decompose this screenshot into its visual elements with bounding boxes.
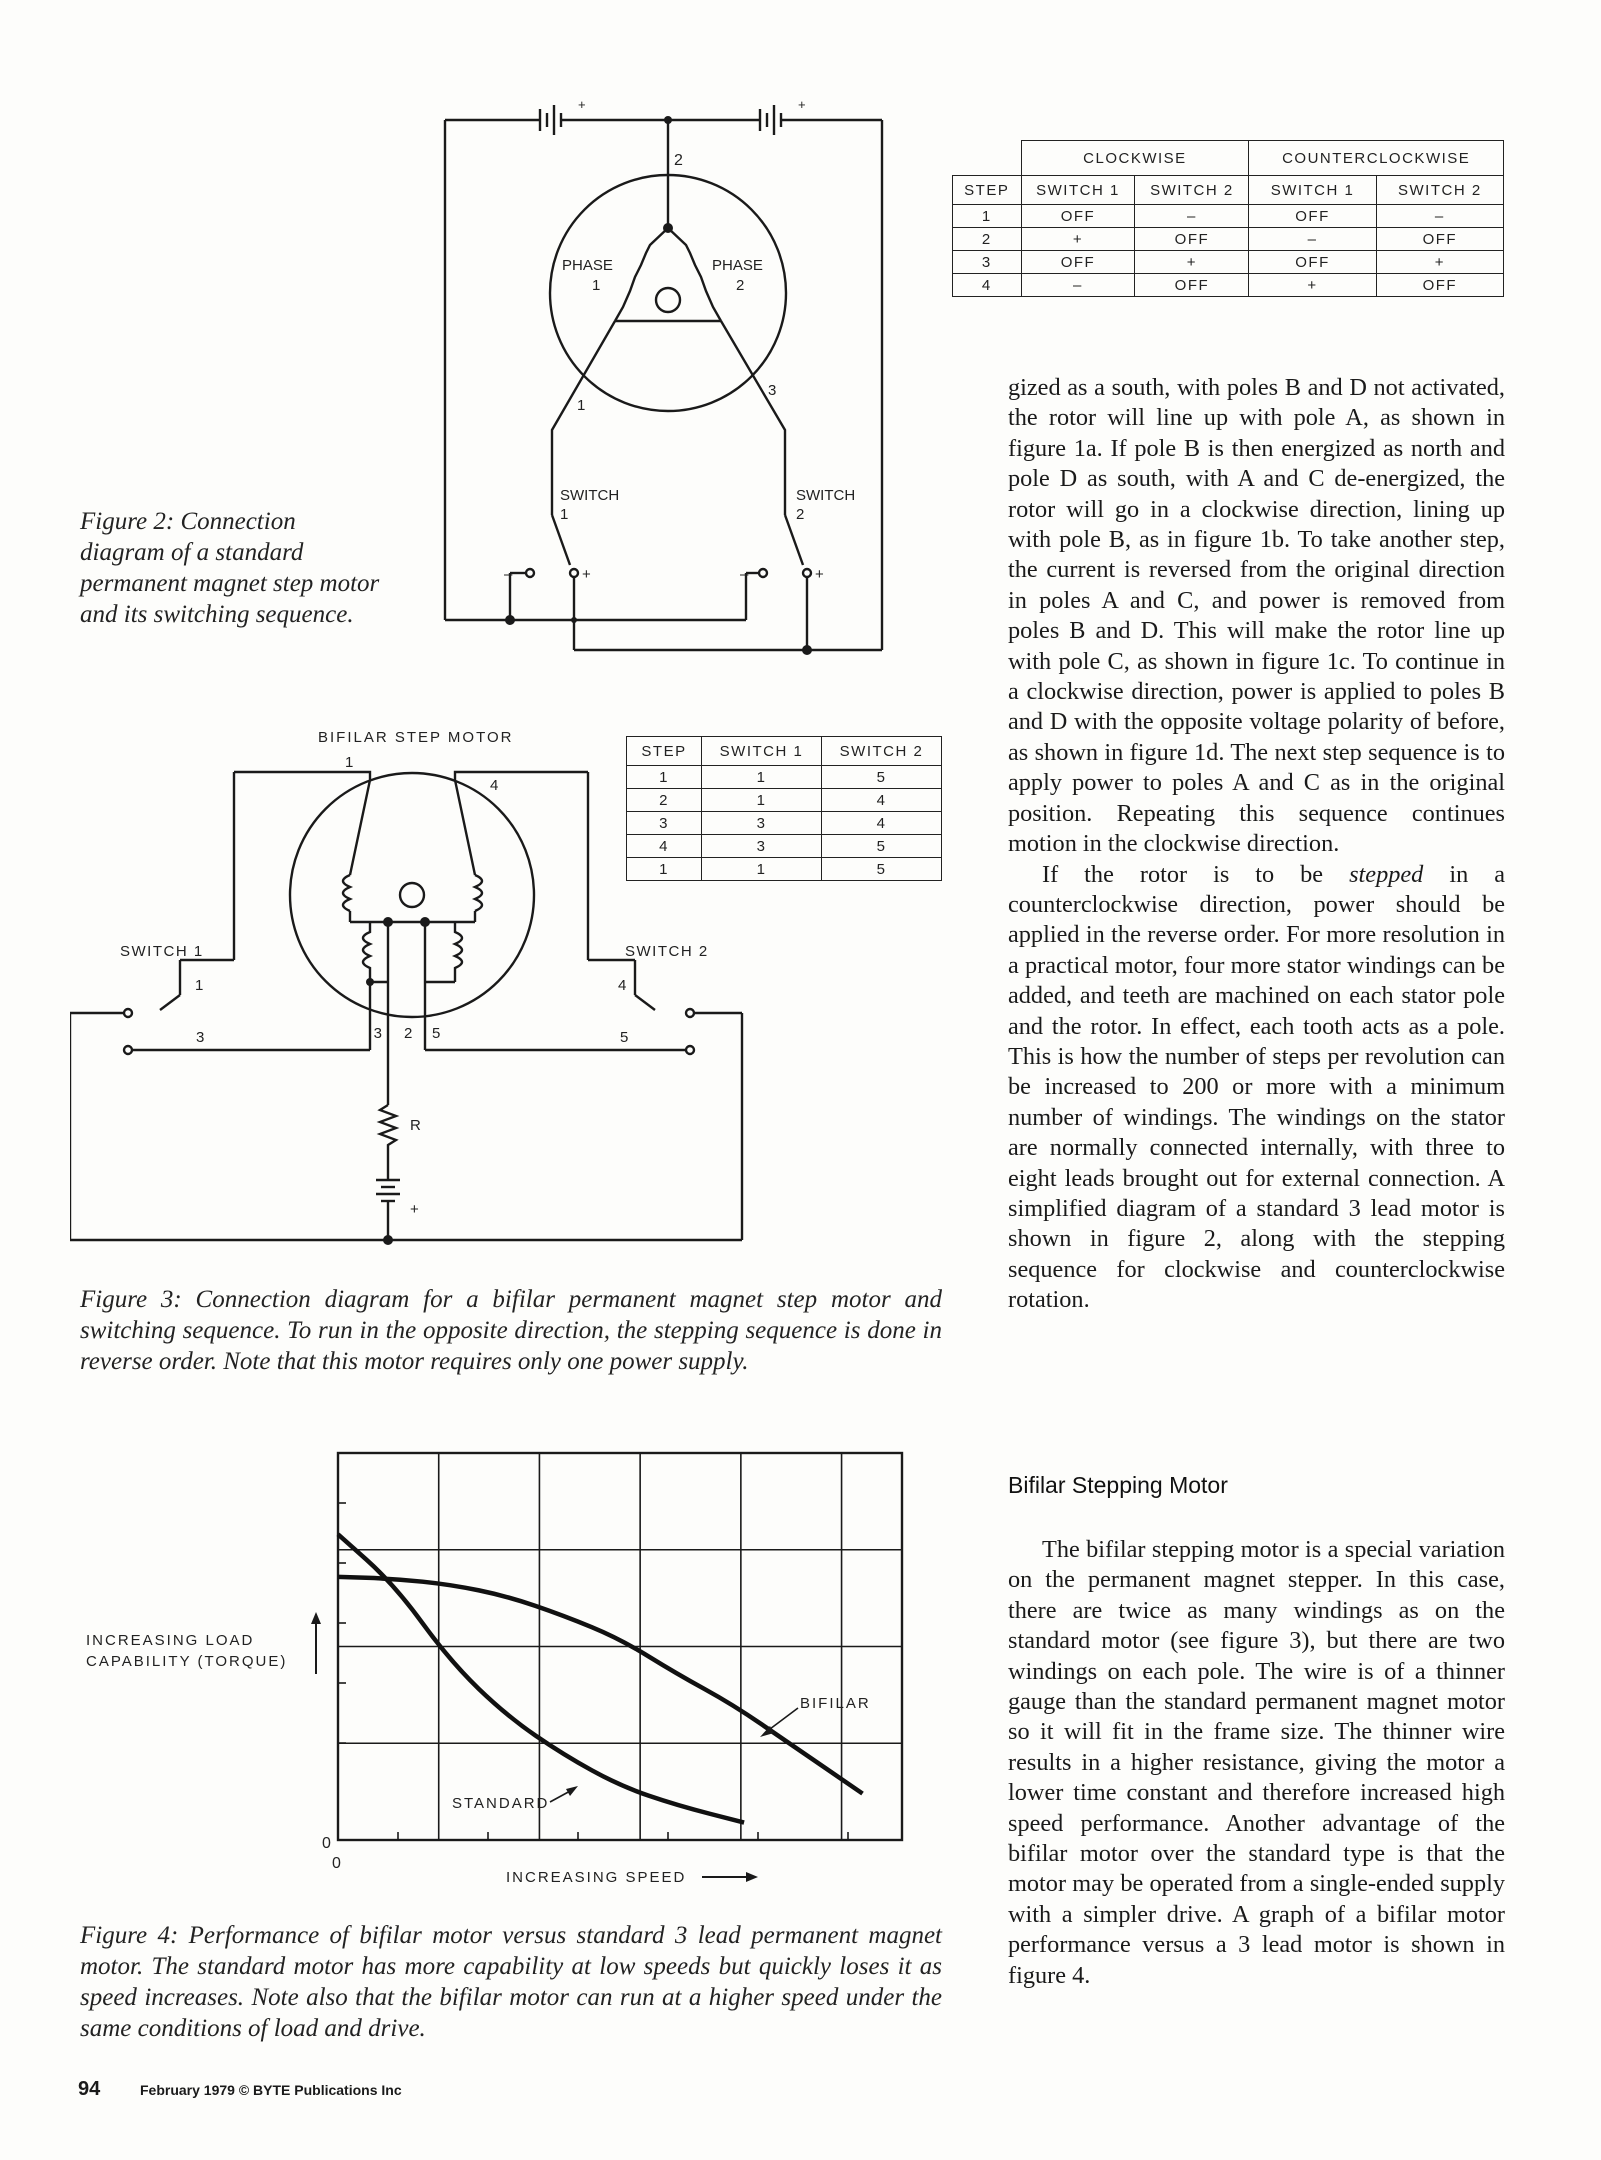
fig2-switch-1-num: 1 [560,506,569,523]
table-cell: + [1376,251,1503,274]
fig3-tap-2: 2 [404,1025,413,1042]
figure-2-diagram [430,95,900,675]
fig2-sw2-plus: + [815,566,824,583]
table-cell: 4 [822,812,942,835]
fig2-sw1-minus: – [504,566,513,583]
table-cell: 5 [822,766,942,789]
fig3-resistor-label: R [410,1117,421,1134]
table-cell: OFF [1249,251,1376,274]
table-cell: 3 [702,835,822,858]
body-text-column [1008,373,1505,1316]
fig3-sw2-pos4: 4 [618,977,627,994]
table-row [627,789,942,812]
fig4-label-bifilar: BIFILAR [800,1695,871,1712]
fig2-switch-2-num: 2 [796,506,805,523]
figure-3-caption: Figure 3: Connection diagram for a bifilar permanent magnet step motor and switching sequence. To run in the opposite direction, the stepping sequence is done in reverse order. Note that this motor requires only one power supply. [80,1286,942,1375]
body-text-column-2 [1008,1535,1505,1991]
table-cell: 5 [822,858,942,881]
table-cell: 1 [702,789,822,812]
table-group-header: CLOCKWISE [1021,141,1249,176]
table-row [627,812,942,835]
table-row [953,251,1504,274]
table-row [953,176,1504,205]
fig4-ylabel-line2: CAPABILITY (TORQUE) [86,1653,288,1670]
table-cell: 1 [702,858,822,881]
table-row [627,858,942,881]
table-cell: – [1021,274,1135,297]
fig2-phase-2: PHASE [712,257,763,274]
table-row [953,228,1504,251]
table-cell: OFF [1249,205,1376,228]
table-cell: 3 [953,251,1022,274]
table-row [953,205,1504,228]
fig4-ylabel-line1: INCREASING LOAD [86,1632,255,1649]
table-cell: 1 [627,766,702,789]
table-cell: 2 [953,228,1022,251]
table-row [627,835,942,858]
table-cell: 3 [627,812,702,835]
table-fig3-sequence [626,736,942,881]
table-header: SWITCH 1 [1021,176,1135,205]
table-cell: + [1021,228,1135,251]
table-row [627,766,942,789]
fig3-battery-plus: + [410,1201,419,1218]
fig4-origin-y: 0 [322,1835,331,1852]
table-cell: 4 [822,789,942,812]
fig3-switch-2-label: SWITCH 2 [625,943,709,960]
table-row [953,141,1504,176]
fig4-xlabel: INCREASING SPEED [506,1869,687,1886]
section-heading: Bifilar Stepping Motor [1008,1472,1228,1498]
table-cell: 1 [702,766,822,789]
table-group-header: COUNTERCLOCKWISE [1249,141,1504,176]
table-cell: OFF [1135,274,1249,297]
table-cell: 2 [627,789,702,812]
fig4-label-standard: STANDARD [452,1795,550,1812]
fig2-phase-1: PHASE [562,257,613,274]
footer-credit: February 1979 © BYTE Publications Inc [140,2082,402,2098]
fig3-switch-1-label: SWITCH 1 [120,943,204,960]
fig2-phase-1-num: 1 [592,277,601,294]
fig3-lead-1: 1 [345,754,354,771]
table-cell: OFF [1376,274,1503,297]
table-cell: 4 [627,835,702,858]
fig2-sw1-plus: + [582,566,591,583]
table-cell: 1 [953,205,1022,228]
fig2-phase-2-num: 2 [736,277,745,294]
table-header: SWITCH 2 [822,737,942,766]
fig3-sw2-pos5: 5 [620,1029,629,1046]
figure-2-caption: Figure 2: Connection diagram of a standard permanent magnet step motor and its switching sequence. [80,508,380,628]
fig2-lead-2: 2 [674,152,683,169]
table-header: SWITCH 1 [702,737,822,766]
table-row [627,737,942,766]
page-number: 94 [78,2078,101,2100]
table-cell: OFF [1135,228,1249,251]
fig2-lead-3: 3 [768,382,777,399]
table-cell: OFF [1021,251,1135,274]
svg-text:+: + [798,97,806,112]
table-header: SWITCH 2 [1135,176,1249,205]
fig4-origin-x: 0 [332,1855,341,1872]
table-header: STEP [627,737,702,766]
figure-4-chart [60,1440,960,1910]
table-cell: OFF [1021,205,1135,228]
fig3-tap-5: 5 [432,1025,441,1042]
body-paragraph-1: gized as a south, with poles B and D not activated, the rotor will line up with pole A, as shown in figure 1a. If pole B is then energized as north and pole D as south, with A and C de-energized, the rotor will go in a clockwise direction, lining up with pole B, as in figure 1b. To take another step, the current is reversed from the original direction in poles A and C, and power is removed from poles B and D. This will make the rotor line up with pole C, as shown in figure 1c. To continue in a clockwise direction, power is applied to poles B and D with the opposite voltage polarity of before, as shown in figure 1d. The next step sequence is to apply power to poles A and C as in the original position. Repeating this sequence continues motion in the clockwise direction. [1008,374,1505,858]
fig2-sw2-minus: – [740,566,749,583]
table-cell: 5 [822,835,942,858]
fig2-lead-1: 1 [577,397,586,414]
table-cell: 1 [627,858,702,881]
table-header: STEP [953,176,1022,205]
fig3-sw1-pos1: 1 [195,977,204,994]
table-cell: 3 [702,812,822,835]
table-cell: + [1249,274,1376,297]
table-row [953,274,1504,297]
table-header: SWITCH 1 [1249,176,1376,205]
fig2-switch-1-label: SWITCH [560,487,620,504]
table-cell: – [1135,205,1249,228]
fig3-title: BIFILAR STEP MOTOR [318,729,514,746]
table-fig2-sequence [952,140,1504,297]
fig2-switch-2-label: SWITCH [796,487,856,504]
fig3-sw1-pos3: 3 [196,1029,205,1046]
table-cell: + [1135,251,1249,274]
table-cell: – [1376,205,1503,228]
body-paragraph-3: The bifilar stepping motor is a special variation on the permanent magnet stepper. In this case, there are twice as many windings as on the standard motor (see figure 3), but there are two windings on each pole. The wire is of a thinner gauge than the standard permanent magnet motor so it will fit in the frame size. The thinner wire results in a higher resistance, giving the motor a lower time constant and therefore increased high speed performance. Another advantage of the bifilar motor over the standard type is that the motor may be operated from a single-ended supply with a simpler drive. A graph of a bifilar motor performance versus a 3 lead motor is shown in figure 4. [1008,1536,1505,1989]
fig3-lead-4: 4 [490,777,499,794]
series-line-bifilar [338,1577,863,1794]
body-paragraph-2: If the rotor is to be stepped in a counterclockwise direction, power should be applied in the reverse order. For more resolution in a practical motor, four more stator windings can be added, and teeth are machined on each stator pole and the rotor. In effect, each tooth acts as a pole. This is how the number of steps per revolution can be increased to 200 or more with a minimum number of windings. The windings on the stator are normally connected internally, with three to eight leads brought out for external connection. A simplified diagram of a standard 3 lead motor is shown in figure 2, along with the stepping sequence for clockwise and counterclockwise rotation. [1008,860,1505,1314]
table-cell: OFF [1376,228,1503,251]
table-cell: – [1249,228,1376,251]
fig3-tap-3: 3 [373,1025,382,1042]
svg-text:+: + [578,97,586,112]
figure-4-caption: Figure 4: Performance of bifilar motor versus standard 3 lead permanent magnet motor. The standard motor has more capability at low speeds but quickly loses it as speed increases. Note also that the bifilar motor can run at a higher speed under the same conditions of load and drive. [80,1922,942,2042]
table-header: SWITCH 2 [1376,176,1503,205]
table-cell: 4 [953,274,1022,297]
